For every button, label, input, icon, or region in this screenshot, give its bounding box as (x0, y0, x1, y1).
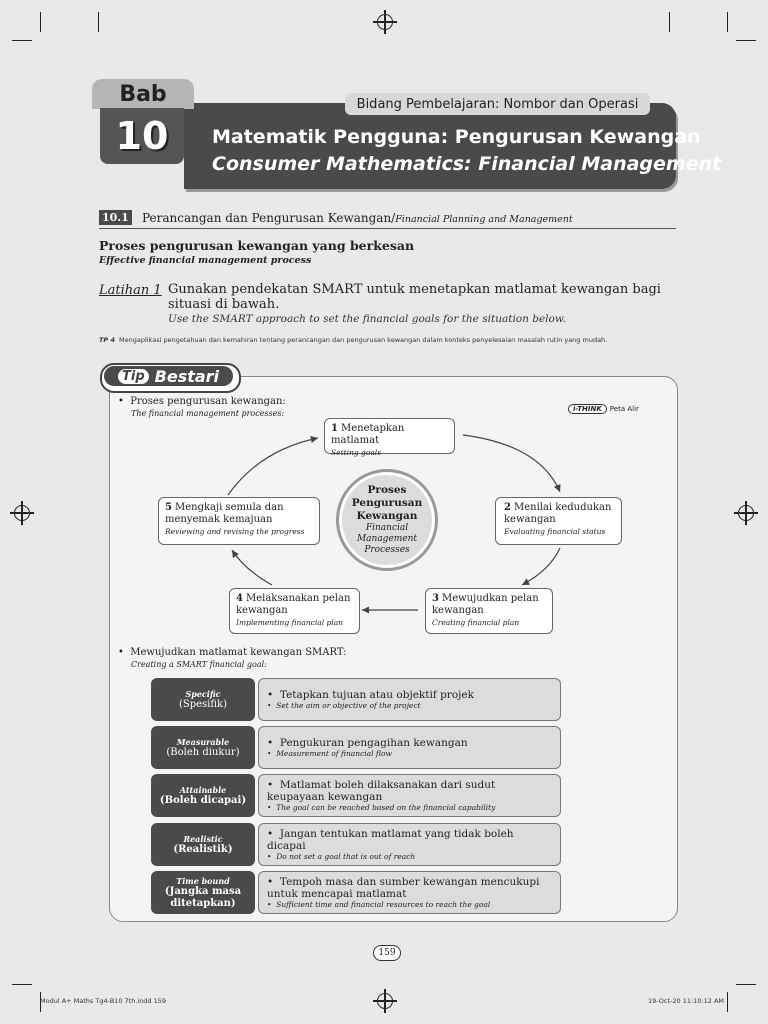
bullet-smart: • Mewujudkan matlamat kewangan SMART: (118, 647, 347, 658)
smart-desc-en: • Measurement of financial flow (267, 748, 392, 758)
smart-desc-en-text: Sufficient time and financial resources to reach the goal (276, 899, 491, 909)
smart-desc-text: Pengukuran pengagihan kewangan (279, 736, 468, 749)
smart-attainable-label (151, 774, 255, 817)
bullet-smart-en: Creating a SMART financial goal: (131, 660, 267, 669)
learning-area-label: Bidang Pembelajaran: Nombor dan Operasi (345, 93, 650, 115)
ithink-map-type: Peta Alir (609, 405, 639, 413)
smart-desc-en: • The goal can be reached based on the financial capability (267, 802, 496, 812)
bestari-label: Bestari (154, 366, 220, 386)
smart-term-ms: (Boleh dicapai) (159, 794, 247, 806)
smart-desc-ms: • Matlamat boleh dilaksanakan dari sudut keupayaan kewangan (267, 778, 496, 803)
smart-term-ms: (Boleh diukur) (166, 746, 240, 758)
tip-label: Tip (118, 369, 149, 384)
smart-desc-text: Matlamat boleh dilaksanakan dari sudut keupayaan kewangan (267, 778, 496, 803)
smart-timebound-desc (258, 871, 561, 914)
step-number: 4 (236, 593, 243, 604)
smart-desc-en: • Do not set a goal that is out of reach (267, 851, 416, 861)
step-number: 1 (331, 423, 338, 434)
arrow-1-to-2 (463, 435, 560, 492)
smart-timebound-label (151, 871, 255, 914)
footer-file-info: Modul A+ Maths Tg4-B10 7th.indd 159 (40, 997, 167, 1005)
smart-desc-ms: • Jangan tentukan matlamat yang tidak boleh dicapai (267, 827, 514, 852)
smart-term-ms: (Spesifik) (178, 698, 228, 710)
smart-attainable-desc (258, 774, 561, 817)
center-circle-label (342, 475, 432, 565)
footer-timestamp: 19-Oct-20 11:10:12 AM (648, 997, 725, 1005)
step-label: Mewujudkan pelan kewangan (432, 593, 539, 616)
chapter-title-en: Consumer Mathematics: Financial Management (212, 153, 722, 175)
step-number: 5 (165, 502, 172, 513)
arrow-2-to-3 (522, 548, 560, 585)
tp-label: TP 4 (99, 336, 115, 344)
chapter-number: 10 (100, 108, 184, 164)
bullet-processes-en: The financial management processes: (131, 409, 285, 418)
smart-term-en: Specific (185, 688, 221, 699)
step-label-en: Creating financial plan (432, 618, 520, 627)
bullet-processes: • Proses pengurusan kewangan: (118, 396, 286, 407)
smart-term-ms: (Jangka masa ditetapkan) (164, 885, 242, 909)
smart-desc-en-text: The goal can be reached based on the financial capability (276, 802, 496, 812)
step-label: Mengkaji semula dan menyemak kemajuan (165, 502, 284, 525)
exercise-instruction-en: Use the SMART approach to set the financial goals for the situation below. (168, 313, 566, 325)
smart-desc-ms: • Pengukuran pengagihan kewangan (267, 736, 468, 749)
step-2-box (495, 497, 622, 545)
smart-desc-en-text: Set the aim or objective of the project (276, 700, 421, 710)
smart-desc-en-text: Measurement of financial flow (276, 748, 392, 758)
smart-term-en: Measurable (176, 736, 230, 747)
step-5-box (158, 497, 320, 545)
proses-heading-en: Effective financial management process (99, 255, 312, 266)
smart-specific-label (151, 678, 255, 721)
arrow-4-to-5 (232, 550, 272, 585)
smart-desc-text: Jangan tentukan matlamat yang tidak boleh dicapai (267, 827, 514, 852)
section-number: 10.1 (99, 210, 132, 225)
center-label-en: Financial Management Processes (356, 523, 418, 555)
smart-desc-text: Tempoh masa dan sumber kewangan mencukupi untuk mencapai matlamat (267, 875, 540, 900)
step-3-box (425, 588, 553, 634)
bullet-smart-ms: Mewujudkan matlamat kewangan SMART: (130, 647, 347, 658)
smart-measurable-label (151, 726, 255, 769)
smart-realistic-label (151, 823, 255, 866)
smart-desc-ms: • Tetapkan tujuan atau objektif projek (267, 688, 474, 701)
smart-term-en: Realistic (183, 833, 223, 844)
exercise-instruction: Gunakan pendekatan SMART untuk menetapkan matlamat kewangan bagi situasi di bawah. (168, 282, 661, 312)
smart-realistic-desc (258, 823, 561, 866)
step-label-en: Setting goals (331, 448, 382, 457)
step-label: Melaksanakan pelan kewangan (236, 593, 351, 616)
step-number: 2 (504, 502, 511, 513)
smart-term-en: Attainable (179, 784, 227, 795)
step-label-en: Reviewing and revising the progress (165, 527, 305, 536)
smart-term-en: Time bound (176, 875, 230, 886)
ithink-logo: i-THINK (568, 404, 607, 414)
step-number: 3 (432, 593, 439, 604)
proses-heading: Proses pengurusan kewangan yang berkesan (99, 238, 415, 253)
step-1-box (324, 418, 455, 457)
exercise-label: Latihan 1 (99, 283, 162, 298)
step-label: Menetapkan matlamat (331, 423, 405, 446)
smart-desc-en: • Set the aim or objective of the project (267, 700, 421, 710)
arrow-5-to-1 (228, 438, 318, 495)
step-4-box (229, 588, 360, 634)
center-label-ms: Proses Pengurusan Kewangan (351, 484, 423, 522)
section-title-ms: Perancangan dan Pengurusan Kewangan/ (142, 211, 396, 225)
step-label: Menilai kedudukan kewangan (504, 502, 612, 525)
page-number: 159 (373, 945, 401, 961)
step-label-en: Evaluating financial status (504, 527, 606, 536)
step-label-en: Implementing financial plan (236, 618, 344, 627)
smart-desc-ms: • Tempoh masa dan sumber kewangan mencukupi untuk mencapai matlamat (267, 875, 540, 900)
smart-measurable-desc (258, 726, 561, 769)
smart-desc-text: Tetapkan tujuan atau objektif projek (279, 688, 474, 701)
smart-term-ms: (Realistik) (173, 843, 233, 855)
smart-desc-en-text: Do not set a goal that is out of reach (276, 851, 416, 861)
section-title-en: Financial Planning and Management (395, 214, 573, 225)
bullet-processes-ms: Proses pengurusan kewangan: (130, 396, 286, 407)
tp-text: Mengaplikasi pengetahuan dan kemahiran tentang perancangan dan pengurusan kewangan dalam konteks penyelesaian masalah rutin yang mudah. (118, 336, 608, 344)
smart-specific-desc (258, 678, 561, 721)
bab-label: Bab (92, 79, 194, 109)
smart-desc-en: • Sufficient time and financial resources to reach the goal (267, 899, 491, 909)
chapter-title-ms: Matematik Pengguna: Pengurusan Kewangan (212, 126, 701, 148)
